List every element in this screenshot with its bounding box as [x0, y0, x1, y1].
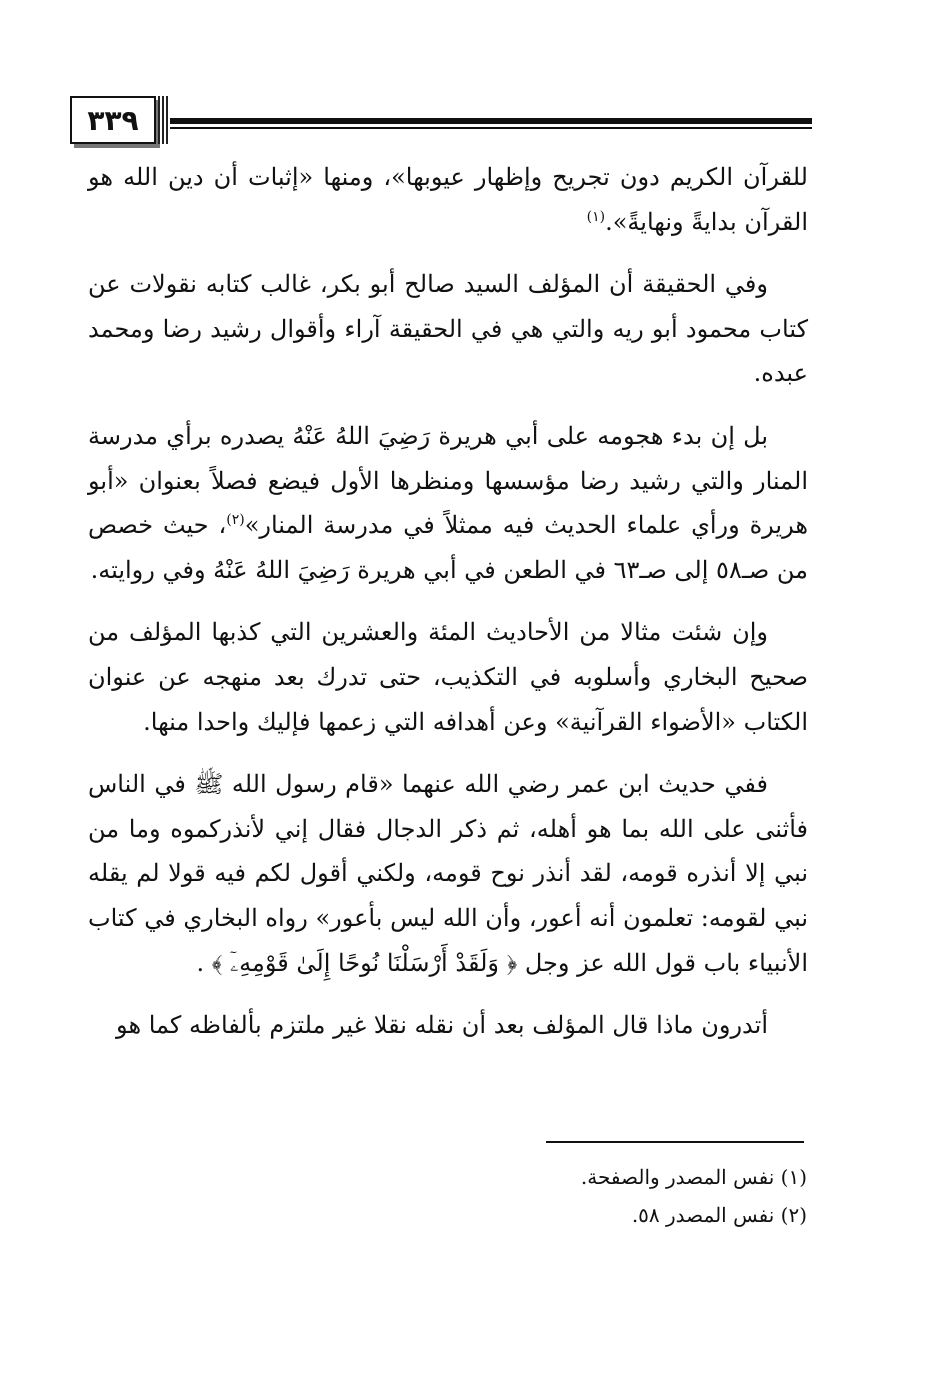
paragraph-2 [88, 262, 808, 396]
paragraph-text: وفي الحقيقة أن المؤلف السيد صالح أبو بكر، غالب كتابه نقولات عن كتاب محمود أبو ريه والتي هي في الحقيقة آراء وأقوال رشيد رضا ومحمد عبده. [88, 270, 808, 388]
paragraph-6 [88, 1003, 808, 1048]
header-rule-thick [170, 118, 812, 124]
header-ornament [158, 96, 168, 144]
footnote-1: (١) نفس المصدر والصفحة. [580, 1165, 807, 1189]
paragraph-5 [88, 762, 808, 985]
paragraph-text: أتدرون ماذا قال المؤلف بعد أن نقله نقلا غير ملتزم بألفاظه كما هو [116, 1011, 768, 1040]
footnote-reference: (٢) [226, 512, 245, 529]
footnote-2: (٢) نفس المصدر ٥٨. [631, 1203, 807, 1227]
footnote-reference: (١) [586, 208, 606, 225]
footnotes [307, 1158, 807, 1234]
paragraph-text: ففي حديث ابن عمر رضي الله عنهما «قام رسول الله ﷺ في الناس فأثنى على الله بما هو أهله، ثم ذكر الدجال فقال إني لأنذركموه وما من نبي إلا أنذره قومه، لقد أنذر نوح قومه، ولكني أقول لكم فيه قولا لم يقله نبي لقومه: تعلمون أنه أعور، وأن الله ليس بأعور» رواه البخاري في كتاب الأنبياء باب قول الله عز وجل ﴿ وَلَقَدْ أَرْسَلْنَا نُوحًا إِلَىٰ قَوْمِهِۦٓ ﴾ . [88, 770, 808, 977]
body-text [88, 155, 808, 1066]
page-number: ٣٣٩ [70, 96, 156, 144]
paragraph-text: للقرآن الكريم دون تجريح وإظهار عيوبها»، ومنها «إثبات أن دين الله هو القرآن بدايةً ونهايةً». [88, 163, 808, 236]
footnote-separator [546, 1141, 804, 1143]
header-rule-thin [170, 127, 812, 129]
paragraph-3 [88, 414, 808, 592]
paragraph-text-continued: ، حيث خصص من صـ٥٨ إلى صـ٦٣ في الطعن في أبي هريرة رَضِيَ اللهُ عَنْهُ وفي روايته. [88, 511, 808, 584]
page-header [70, 96, 812, 154]
paragraph-text: وإن شئت مثالا من الأحاديث المئة والعشرين التي كذبها المؤلف من صحيح البخاري وأسلوبه في التكذيب، حتى تدرك بعد منهجه عن عنوان الكتاب «الأضواء القرآنية» وعن أهدافه التي زعمها فإليك واحدا منها. [88, 618, 808, 736]
paragraph-4 [88, 610, 808, 744]
paragraph-1 [88, 155, 808, 244]
paragraph-text: بل إن بدء هجومه على أبي هريرة رَضِيَ اللهُ عَنْهُ يصدره برأي مدرسة المنار والتي رشيد رضا مؤسسها ومنظرها الأول فيضع فصلاً بعنوان «أبو هريرة ورأي علماء الحديث فيه ممثلاً في مدرسة المنار» [88, 421, 808, 540]
